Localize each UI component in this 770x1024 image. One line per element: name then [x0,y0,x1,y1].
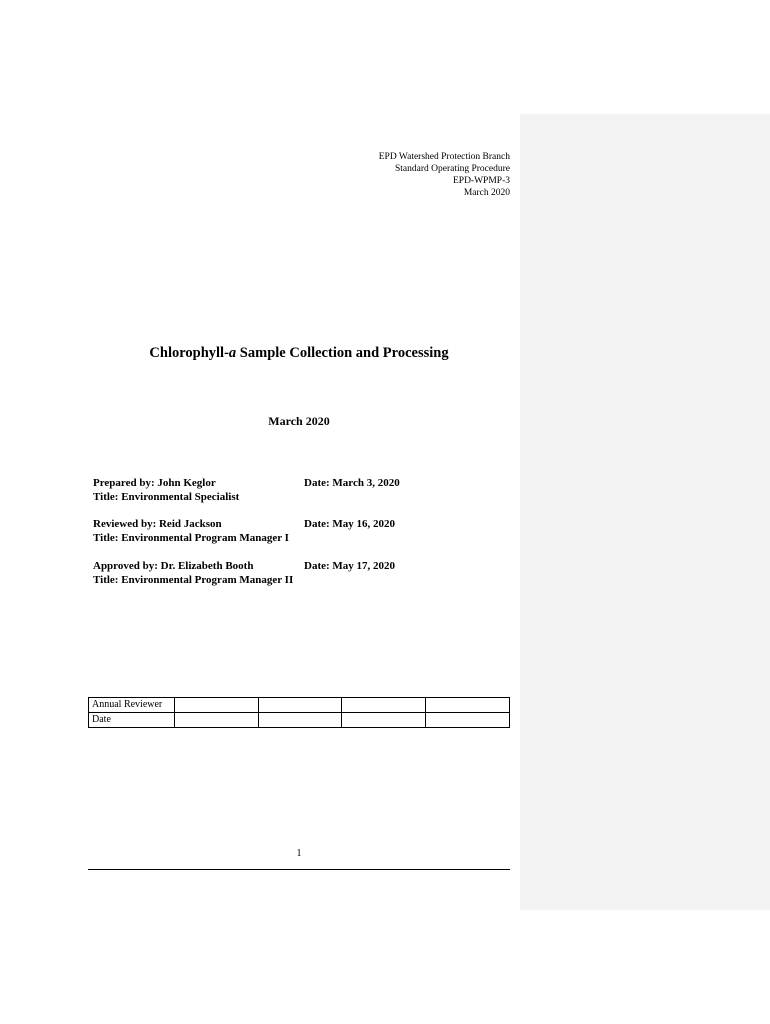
table-cell [342,713,426,728]
signature-block-reviewed [93,518,513,545]
date-label: Date [89,713,175,728]
reviewed-by: Reviewed by: Reid Jackson [93,518,222,530]
header-sop: Standard Operating Procedure [394,164,510,174]
footer-rule [88,869,510,870]
table-cell [426,713,510,728]
table-cell [342,698,426,713]
table-row [89,713,510,728]
reviewed-date: Date: May 16, 2020 [304,518,396,530]
table-cell [258,698,342,713]
title-part1: Chlorophyll- [149,345,229,361]
title-italic: a [228,345,237,361]
approved-by: Approved by: Dr. Elizabeth Booth [93,560,254,572]
approved-date: Date: May 17, 2020 [304,560,396,572]
document-date: March 2020 [268,414,330,428]
table-cell [258,713,342,728]
title-part2: Sample Collection and Processing [236,345,449,361]
header-date: March 2020 [463,188,510,198]
document-header [379,151,510,199]
header-branch: EPD Watershed Protection Branch [378,152,510,162]
prepared-title: Title: Environmental Specialist [93,490,240,503]
signature-block-approved [93,560,513,587]
header-doc-id: EPD-WPMP-3 [452,176,510,186]
annual-reviewer-label: Annual Reviewer [89,698,175,713]
prepared-by: Prepared by: John Keglor [93,477,216,489]
prepared-date: Date: March 3, 2020 [304,477,400,489]
table-cell [174,713,258,728]
table-cell [174,698,258,713]
document-title [88,345,510,362]
table-row [89,698,510,713]
comment-margin-pane [520,114,770,910]
page-number: 1 [296,848,302,859]
reviewed-title: Title: Environmental Program Manager I [93,531,289,544]
approved-title: Title: Environmental Program Manager II [93,573,294,586]
table-cell [426,698,510,713]
annual-review-table [88,697,510,728]
signature-block-prepared [93,477,513,504]
